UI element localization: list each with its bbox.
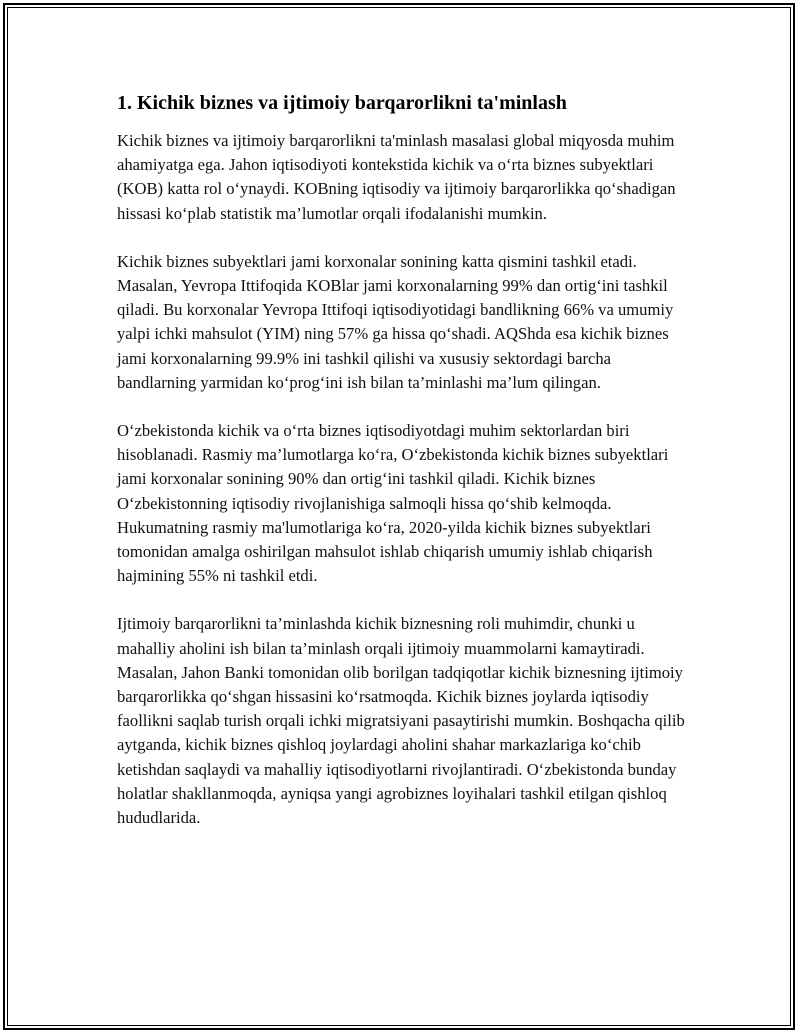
paragraph-intro: Kichik biznes va ijtimoiy barqarorlikni ta'minlash masalasi global miqyosda muhim ahamiyatga ega. Jahon iqtisodiyoti kontekstida kichik va o‘rta biznes subyektlari (KOB) katta rol o‘ynaydi. KOBning iqtisodiy va ijtimoiy barqarorlikka qo‘shadigan hissasi ko‘plab statistik ma’lumotlar orqali ifodalanishi mumkin. xyxy=(117,131,676,223)
paragraph-statistics: Kichik biznes subyektlari jami korxonalar sonining katta qismini tashkil etadi. Masalan, Yevropa Ittifoqida KOBlar jami korxonalarning 99% dan ortig‘ini tashkil qiladi. Bu korxonalar Yevropa Ittifoqi iqtisodiyotidagi bandlikning 66% va umumiy yalpi ichki mahsulot (YIM) ning 57% ga hissa qo‘shadi. AQShda esa kichik biznes jami korxonalarning 99.9% ini tashkil qilishi va xususiy sektordagi barcha bandlarning yarmidan ko‘prog‘ini ish bilan ta’minlashi ma’lum qilingan. xyxy=(117,251,674,392)
section-heading: 1. Kichik biznes va ijtimoiy barqarorlikni ta'minlash xyxy=(117,92,567,114)
paragraph-uzbekistan: O‘zbekistonda kichik va o‘rta biznes iqtisodiyotdagi muhim sektorlardan biri hisoblanadi. Rasmiy ma’lumotlarga ko‘ra, O‘zbekistonda kichik biznes subyektlari jami korxonalar sonining 90% dan ortig‘ini tashkil qiladi. Kichik biznes O‘zbekistonning iqtisodiy rivojlanishiga salmoqli hissa qo‘shib kelmoqda. Hukumatning rasmiy ma'lumotlariga ko‘ra, 2020-yilda kichik biznes subyektlari tomonidan amalga oshirilgan mahsulot ishlab chiqarish umumiy ishlab chiqarish hajmining 55% ni tashkil etdi. xyxy=(117,421,669,586)
document-body xyxy=(114,90,694,854)
paragraph-social-stability: Ijtimoiy barqarorlikni ta’minlashda kichik biznesning roli muhimdir, chunki u mahalliy aholini ish bilan ta’minlash orqali ijtimoiy muammolarni kamaytiradi. Masalan, Jahon Banki tomonidan olib borilgan tadqiqotlar kichik biznesning ijtimoiy barqarorlikka qo‘shgan hissasini ko‘rsatmoqda. Kichik biznes joylarda iqtisodiy faollikni saqlab turish orqali ichki migratsiyani pasaytirishi mumkin. Boshqacha qilib aytganda, kichik biznes qishloq joylardagi aholini shahar markazlariga ko‘chib ketishdan saqlaydi va mahalliy iqtisodiyotlarni rivojlantiradi. O‘zbekistonda bunday holatlar shakllanmoqda, ayniqsa yangi agrobiznes loyihalari tashkil etilgan qishloq hududlarida. xyxy=(117,614,685,828)
